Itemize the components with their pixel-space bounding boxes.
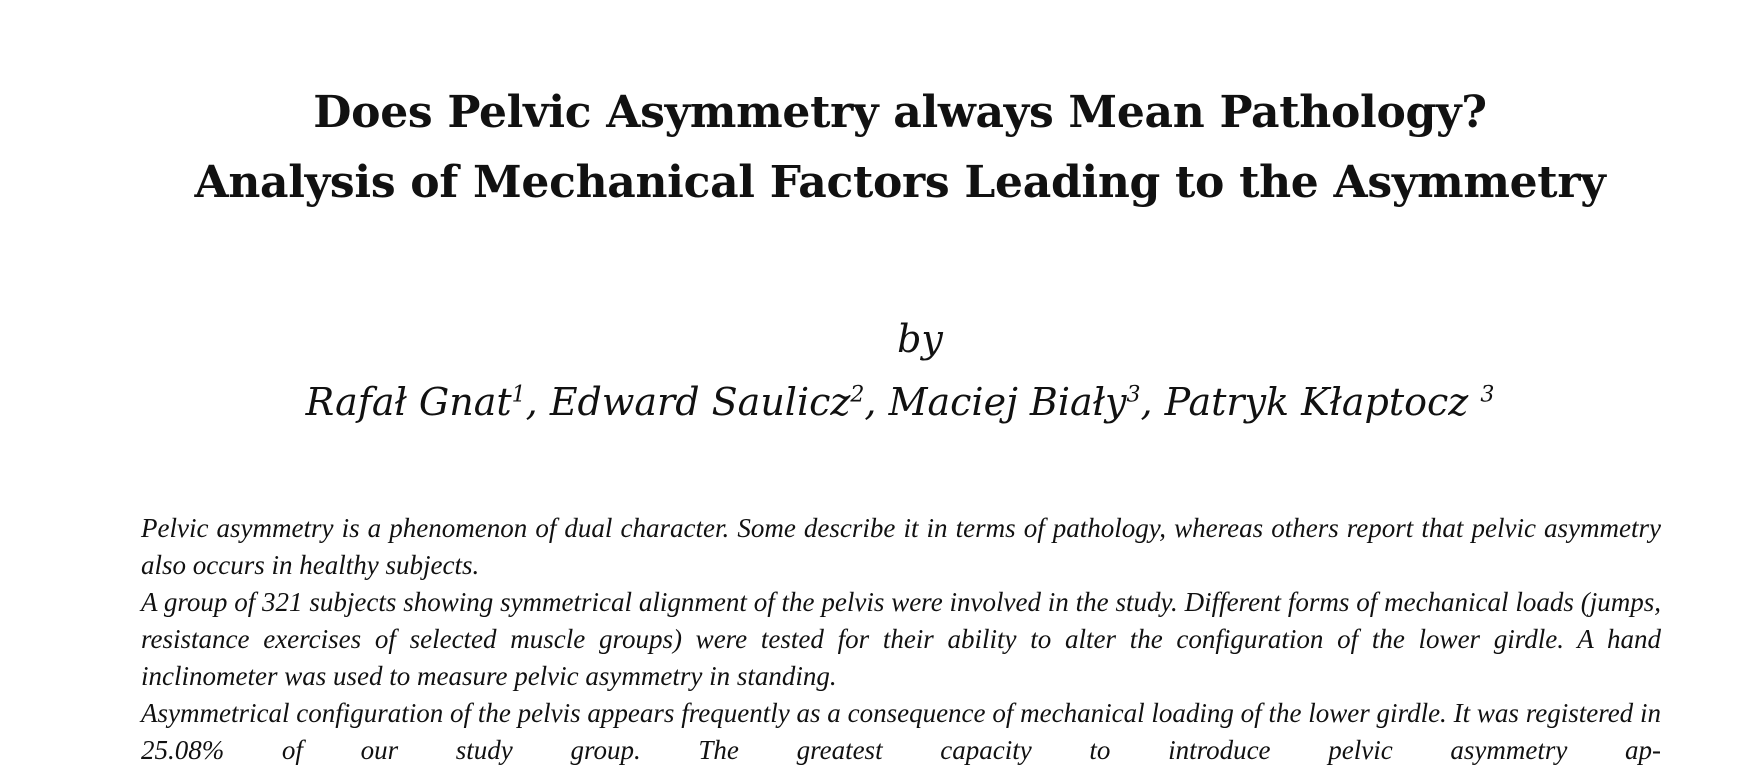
title-line-2: Analysis of Mechanical Factors Leading to the Asymmetry xyxy=(194,157,1606,208)
paper-title xyxy=(0,78,1762,218)
author-separator: , xyxy=(1140,380,1165,424)
author-name: Patryk Kłaptocz xyxy=(1164,380,1481,424)
abstract-paragraph: Pelvic asymmetry is a phenomenon of dual character. Some describe it in terms of pathology, whereas others report that pelvic asymmetry also occurs in healthy subjects. xyxy=(141,513,1661,580)
abstract-paragraph: Asymmetrical configuration of the pelvis appears frequently as a consequence of mechanical loading of the lower girdle. It was registered in 25.08% of our study group. The greatest capacity to introduce pelvic asymmetry ap- xyxy=(141,698,1661,765)
abstract-paragraph: A group of 321 subjects showing symmetrical alignment of the pelvis were involved in the study. Different forms of mechanical loads (jumps, resistance exercises of selected muscle groups) were tested for their ability to alter the configuration of the lower girdle. A hand inclinometer was used to measure pelvic asymmetry in standing. xyxy=(141,587,1661,691)
author-list xyxy=(0,374,1762,430)
by-line: by xyxy=(897,317,943,361)
author-name: Maciej Biały xyxy=(888,380,1127,424)
title-line-1: Does Pelvic Asymmetry always Mean Pathology? xyxy=(313,87,1487,138)
author-name: Edward Saulicz xyxy=(549,380,851,424)
author-affiliation: 3 xyxy=(1126,382,1141,408)
abstract xyxy=(141,510,1661,768)
author-separator: , xyxy=(864,380,889,424)
author-affiliation: 3 xyxy=(1480,382,1495,408)
author-separator: , xyxy=(525,380,550,424)
author-name: Rafał Gnat xyxy=(305,380,512,424)
author-affiliation: 1 xyxy=(511,382,526,408)
author-affiliation: 2 xyxy=(850,382,865,408)
